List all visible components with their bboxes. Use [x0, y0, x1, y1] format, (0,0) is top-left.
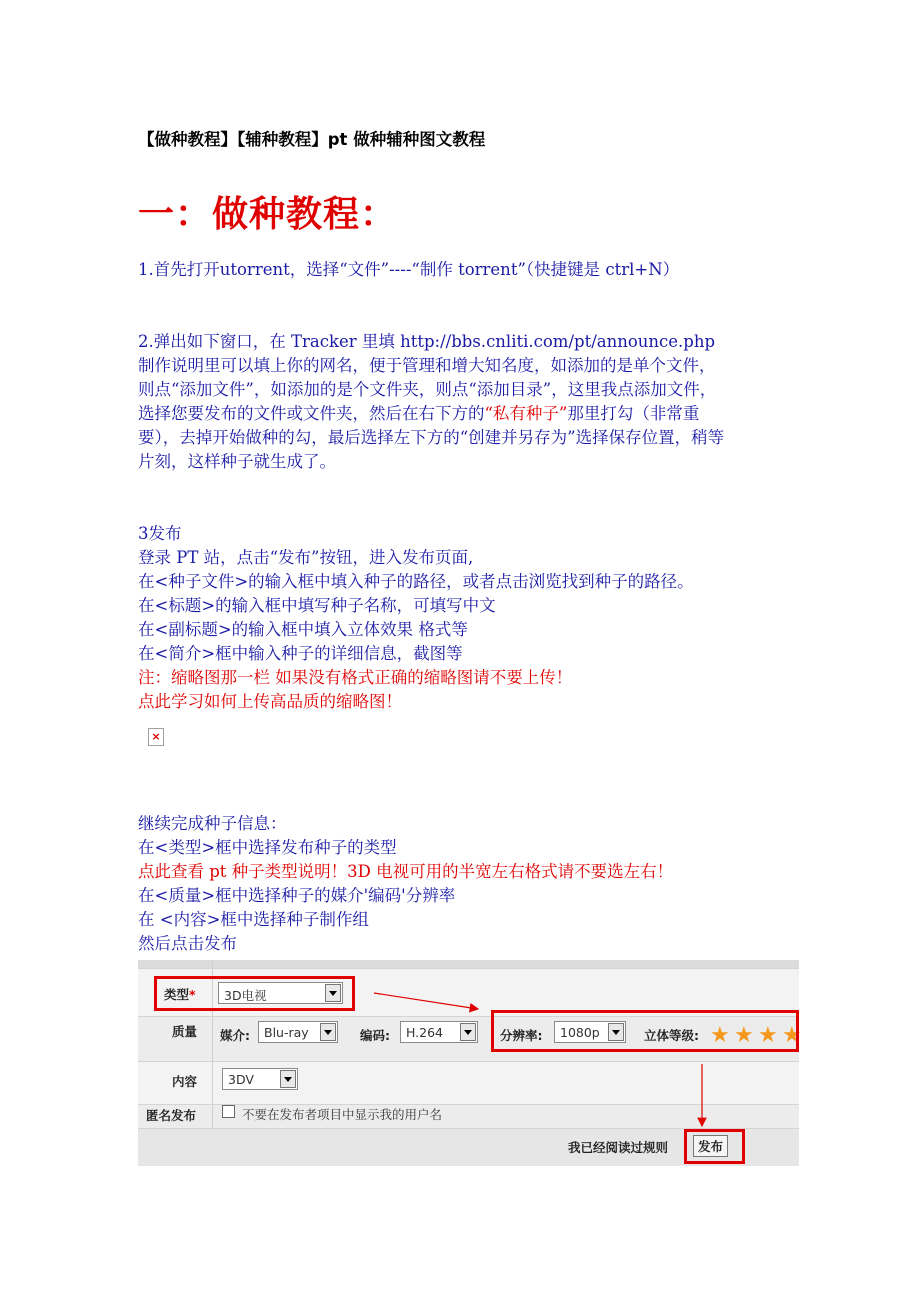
annotation-arrows: [138, 960, 799, 1165]
star-icon[interactable]: ★: [782, 1023, 802, 1048]
media-label: 媒介:: [220, 1028, 250, 1043]
star-icon[interactable]: ★: [758, 1023, 778, 1048]
stereo-level-label: 立体等级:: [644, 1028, 699, 1043]
category-guide-link[interactable]: 点此查看 pt 种子类型说明！3D 电视可用的半宽左右格式请不要选左右！: [138, 862, 674, 881]
quality-label: 质量: [172, 1024, 198, 1039]
step2-paragraph: [138, 330, 724, 474]
step2-line3: 则点“添加文件”，如添加的是个文件夹，则点“添加目录”，这里我点添加文件，: [138, 380, 717, 399]
content-label: 内容: [172, 1074, 198, 1089]
resolution-select-value: 1080p: [560, 1025, 600, 1040]
codec-label: 编码:: [360, 1028, 390, 1043]
step4-line1: 继续完成种子信息：: [138, 814, 287, 833]
upload-form-screenshot: [138, 960, 802, 1165]
step3-line4: 在<标题>的输入框中填写种子名称，可填写中文: [138, 596, 496, 615]
step2-line4-c: 那里打勾（非常重: [567, 404, 700, 423]
step1-paragraph: [138, 258, 679, 282]
step4-line2: 在<类型>框中选择发布种子的类型: [138, 838, 397, 857]
content-select-value: 3DV: [228, 1072, 254, 1087]
codec-select-value: H.264: [406, 1025, 444, 1040]
step3-line3: 在<种子文件>的输入框中填入种子的路径，或者点击浏览找到种子的路径。: [138, 572, 694, 591]
resolution-label: 分辨率:: [500, 1028, 543, 1043]
thumbnail-guide-link[interactable]: 点此学习如何上传高品质的缩略图！: [138, 692, 402, 711]
step4-line6: 然后点击发布: [138, 934, 237, 953]
step4-line4: 在<质量>框中选择种子的媒介'编码'分辨率: [138, 886, 456, 905]
step2-line4-a: 选择您要发布的文件或文件夹，然后在右下方的: [138, 404, 485, 423]
step2-line6: 片刻，这样种子就生成了。: [138, 452, 336, 471]
section-heading: 一：做种教程：: [138, 193, 398, 235]
thumbnail-note: 注：缩略图那一栏 如果没有格式正确的缩略图请不要上传！: [138, 668, 573, 687]
type-label-text: 类型: [164, 987, 190, 1002]
broken-image-icon: ×: [148, 728, 164, 746]
step3-paragraph: [138, 522, 694, 714]
step4-paragraph: [138, 812, 673, 956]
document-title: 【做种教程】【辅种教程】pt 做种辅种图文教程: [138, 130, 486, 149]
rules-read-text: 我已经阅读过规则: [568, 1140, 669, 1155]
step2-line2: 制作说明里可以填上你的网名，便于管理和增大知名度，如添加的是单个文件，: [138, 356, 716, 375]
star-icon[interactable]: ★: [710, 1023, 730, 1048]
step3-line2: 登录 PT 站，点击“发布”按钮，进入发布页面,: [138, 548, 474, 567]
step2-line5: 要），去掉开始做种的勾，最后选择左下方的“创建并另存为”选择保存位置，稍等: [138, 428, 725, 447]
anonymous-label: 匿名发布: [146, 1108, 197, 1123]
step3-line6: 在<简介>框中输入种子的详细信息，截图等: [138, 644, 463, 663]
step4-line5: 在 <内容>框中选择种子制作组: [138, 910, 369, 929]
star-icon[interactable]: ★: [734, 1023, 754, 1048]
anonymous-option-text: 不要在发布者项目中显示我的用户名: [242, 1107, 443, 1122]
publish-button[interactable]: 发布: [693, 1135, 728, 1157]
step2-line1: 2.弹出如下窗口，在 Tracker 里填 http://bbs.cnliti.com/pt/announce.php: [138, 332, 716, 351]
step3-heading: 3发布: [138, 524, 182, 543]
arrow-to-quality: [374, 993, 478, 1009]
step1-text: 1.首先打开utorrent，选择“文件”----“制作 torrent”（快捷键是 ctrl+N）: [138, 260, 680, 279]
media-select-value: Blu-ray: [264, 1025, 309, 1040]
private-torrent-highlight: “私有种子”: [484, 404, 568, 423]
step2-line4: [138, 402, 724, 426]
required-asterisk: *: [189, 987, 196, 1002]
step3-line5: 在<副标题>的输入框中填入立体效果 格式等: [138, 620, 468, 639]
type-select-value: 3D电视: [224, 988, 267, 1003]
